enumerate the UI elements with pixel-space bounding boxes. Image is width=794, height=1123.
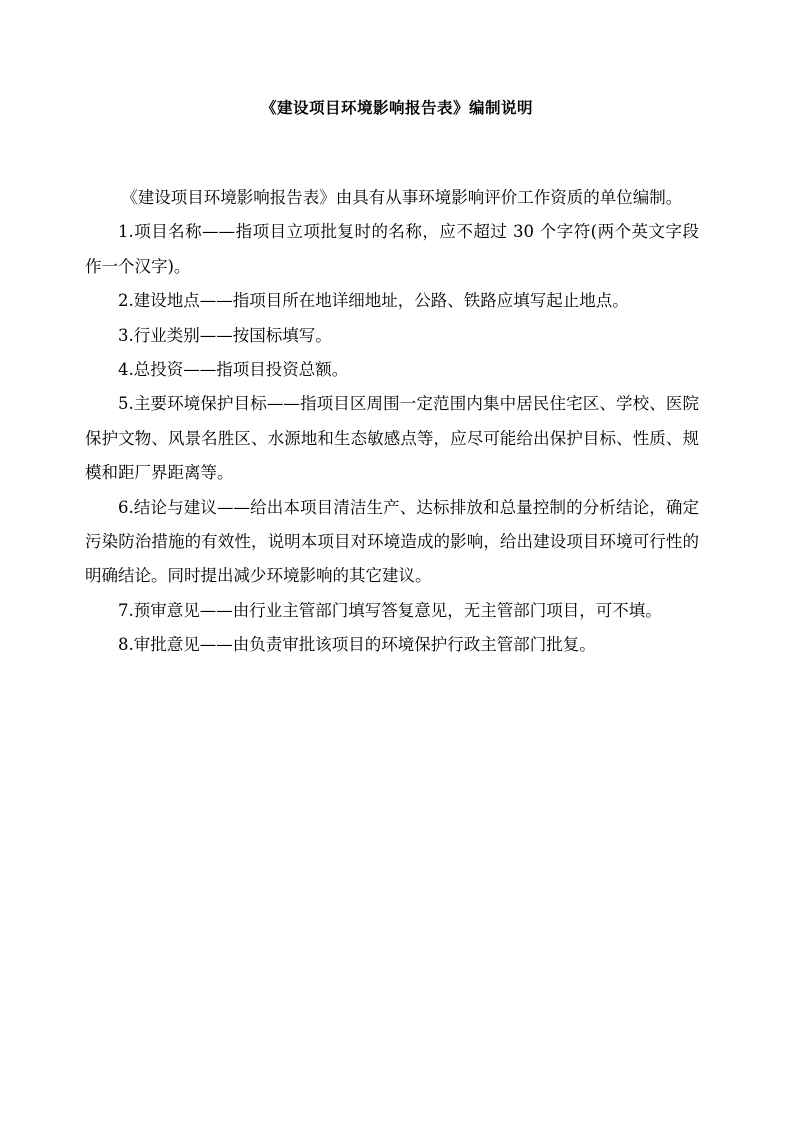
document-body bbox=[85, 181, 699, 663]
item-protection-targets: 5.主要环境保护目标——指项目区周围一定范围内集中居民住宅区、学校、医院保护文物、风景名胜区、水源地和生态敏感点等，应尽可能给出保护目标、性质、规模和距厂界距离等。 bbox=[85, 394, 699, 483]
item-industry-category: 3.行业类别——按国标填写。 bbox=[118, 325, 332, 345]
item-construction-site: 2.建设地点——指项目所在地详细地址，公路、铁路应填写起止地点。 bbox=[118, 291, 629, 311]
item-conclusion: 6.结论与建议——给出本项目清洁生产、达标排放和总量控制的分析结论，确定污染防治措施的有效性，说明本项目对环境造成的影响，给出建设项目环境可行性的明确结论。同时提出减少环境影响的其它建议。 bbox=[85, 497, 699, 586]
item-pre-review: 7.预审意见——由行业主管部门填写答复意见，无主管部门项目，可不填。 bbox=[118, 600, 662, 620]
intro-paragraph: 《建设项目环境影响报告表》由具有从事环境影响评价工作资质的单位编制。 bbox=[121, 188, 683, 207]
item-approval: 8.审批意见——由负责审批该项目的环境保护行政主管部门批复。 bbox=[118, 635, 596, 655]
item-total-investment: 4.总投资——指项目投资总额。 bbox=[118, 360, 349, 380]
item-project-name: 1.项目名称——指项目立项批复时的名称，应不超过 30 个字符(两个英文字段作一个汉字)。 bbox=[85, 222, 699, 276]
document-title: 《建设项目环境影响报告表》编制说明 bbox=[260, 99, 533, 117]
